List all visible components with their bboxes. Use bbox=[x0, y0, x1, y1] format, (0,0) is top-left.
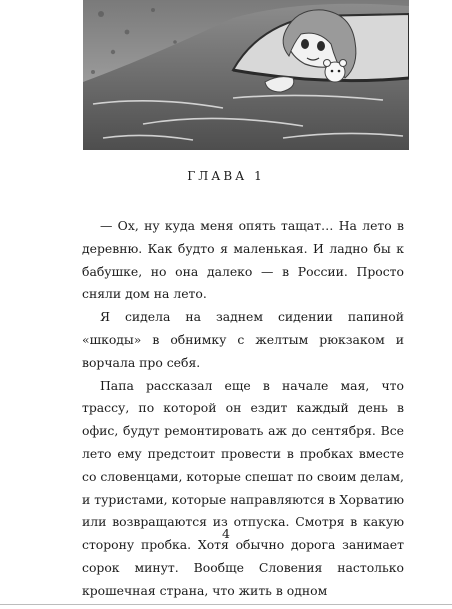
paragraph: Папа рассказал еще в начале мая, что трассу, по которой он ездит каждый день в офис, будут ремонтировать аж до сентября. Все лето ему предстоит провести в пробках вместе со словенцами, которые спешат по своим делам, и туристами, которые направляются в Хорватию или возвращаются из отпуска. Смотря в какую сторону пробка. Хотя обычно дорога занимает сорок минут. Вообще Словения настолько крошечная страна, что жить в одном bbox=[82, 377, 404, 598]
girl-in-car-window-icon bbox=[83, 0, 409, 150]
paragraph: Я сидела на заднем сидении папиной «шкоды» в обнимку с желтым рюкзаком и ворчала про себя. bbox=[82, 309, 404, 370]
chapter-illustration bbox=[83, 0, 409, 150]
paragraph: — Ох, ну куда меня опять тащат… На лето в деревню. Как будто я маленькая. И ладно бы к бабушке, но она далеко — в России. Просто сняли дом на лето. bbox=[82, 218, 404, 302]
teddy-bear-figure bbox=[324, 60, 347, 83]
chapter-heading: ГЛАВА 1 bbox=[187, 169, 265, 183]
chapter-text bbox=[82, 215, 404, 603]
page-number: 4 bbox=[222, 526, 230, 541]
page-bottom-divider bbox=[0, 604, 452, 605]
